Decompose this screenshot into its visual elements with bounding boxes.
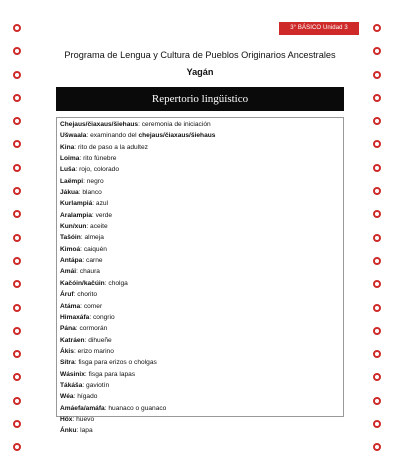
entry-separator: : [86, 223, 91, 231]
vocabulary-entry [60, 266, 343, 277]
vocabulary-entry [60, 312, 343, 323]
entry-definition: huanaco o guanaco [108, 404, 167, 412]
binding-ring-icon [13, 234, 21, 242]
binding-ring-icon [373, 117, 381, 125]
vocabulary-entry [60, 278, 343, 289]
binding-ring-icon [13, 397, 21, 405]
binding-ring-icon [373, 327, 381, 335]
binding-ring-icon [373, 24, 381, 32]
vocabulary-entry [60, 187, 343, 198]
vocabulary-entry [60, 164, 343, 175]
entry-separator: : [73, 291, 78, 299]
binding-ring-icon [13, 373, 21, 381]
vocabulary-entry [60, 142, 343, 153]
binding-ring-icon [373, 350, 381, 358]
binding-ring-icon [373, 140, 381, 148]
section-title: Repertorio lingüístico [56, 87, 344, 111]
vocabulary-entry [60, 255, 343, 266]
binding-ring-icon [13, 350, 21, 358]
vocabulary-entry [60, 323, 343, 334]
entry-term: Katráen [60, 336, 85, 344]
entry-definition: carne [86, 257, 103, 265]
entry-term: Pána [60, 325, 76, 333]
binding-ring-icon [13, 304, 21, 312]
entry-separator: : [73, 347, 78, 355]
people-name: Yagán [186, 67, 214, 77]
entry-term: Aralampia [60, 211, 92, 219]
binding-ring-icon [373, 373, 381, 381]
entry-term: Kačóin/kačúin [60, 279, 105, 287]
vocabulary-entry [60, 153, 343, 164]
entry-separator: : [78, 189, 83, 197]
vocabulary-entry [60, 289, 343, 300]
entry-definition: aceite [90, 223, 108, 231]
entry-definition: comer [83, 302, 103, 310]
entry-separator: : [138, 121, 142, 128]
binding-ring-icon [373, 187, 381, 195]
binding-ring-icon [373, 420, 381, 428]
entry-term: Sítra [60, 359, 75, 367]
entry-separator: : [76, 268, 80, 276]
vocabulary-entry [60, 244, 343, 255]
binding-ring-icon [373, 94, 381, 102]
entry-definition: rito de paso a la adultez [77, 143, 148, 151]
entry-definition: huevo [76, 415, 95, 423]
vocabulary-entry [60, 425, 343, 436]
entry-separator: : [82, 257, 87, 265]
entry-separator: : [80, 302, 84, 310]
entry-separator: : [92, 200, 96, 208]
binding-ring-icon [13, 140, 21, 148]
entry-definition: examinando del [90, 132, 139, 140]
entry-separator: : [79, 155, 84, 163]
binding-ring-icon [13, 94, 21, 102]
entry-separator: : [74, 143, 78, 151]
entry-definition: rito fúnebre [83, 155, 117, 163]
entry-separator: : [91, 211, 96, 219]
entry-definition: ceremonia de iniciación [141, 121, 211, 128]
entry-term: Áruf [60, 291, 74, 299]
entry-separator: : [84, 336, 89, 344]
entry-definition: gaviotín [86, 381, 110, 389]
entry-separator: : [75, 166, 80, 174]
vocabulary-entry [60, 335, 343, 346]
binding-ring-icon [13, 210, 21, 218]
entry-term: Tákáša [60, 381, 83, 389]
entry-separator: : [89, 313, 93, 321]
vocabulary-entry [60, 198, 343, 209]
entry-term: Tašóin [60, 234, 81, 242]
binding-ring-icon [13, 164, 21, 172]
entry-definition: fisga para lapas [88, 370, 136, 378]
binding-ring-icon [373, 210, 381, 218]
entry-separator: : [72, 415, 77, 423]
entry-term: Amáefa/amáfa [60, 404, 105, 412]
vocabulary-entry [60, 357, 343, 368]
vocabulary-entry [60, 130, 343, 141]
entry-term: Jákua [60, 189, 79, 197]
entry-definition: congrio [93, 313, 115, 321]
entry-definition: lapa [80, 427, 93, 435]
binding-ring-icon [13, 280, 21, 288]
entry-term: Himaxáfa [60, 313, 90, 321]
entry-term: Kun/xun [60, 223, 87, 231]
entry-definition: chaura [79, 268, 100, 276]
entry-term: Ušwaala [60, 132, 87, 140]
binding-ring-icon [373, 397, 381, 405]
entry-definition: blanco [82, 189, 102, 197]
vocabulary-entry [60, 232, 343, 243]
entry-term: Wéa [60, 393, 74, 401]
entry-separator: : [73, 393, 78, 401]
vocabulary-entry [60, 119, 343, 130]
vocabulary-entry [60, 403, 343, 414]
vocabulary-entry [60, 221, 343, 232]
binding-ring-icon [13, 257, 21, 265]
entry-definition: fisga para erizos o cholgas [78, 359, 157, 367]
entry-separator: : [74, 359, 79, 367]
entry-definition: caiquén [83, 245, 107, 253]
binding-ring-icon [373, 164, 381, 172]
entry-term: Luša [60, 166, 76, 174]
entry-definition: negro [86, 177, 104, 185]
entry-term: Chejaus/čiaxaus/šiehaus [60, 121, 139, 128]
binding-ring-icon [373, 280, 381, 288]
entry-definition: hígado [77, 393, 98, 401]
entry-definition: verde [95, 211, 113, 219]
binding-ring-icon [13, 187, 21, 195]
entry-definition: almeja [84, 234, 104, 242]
binding-ring-icon [13, 24, 21, 32]
binding-ring-icon [373, 234, 381, 242]
vocabulary-entry [60, 369, 343, 380]
entry-term: Loima [60, 155, 80, 163]
grade-unit-badge: 3° BÁSICO Unidad 3 [279, 22, 359, 35]
binding-ring-icon [373, 304, 381, 312]
entry-separator: : [104, 279, 109, 287]
entry-separator: : [83, 177, 87, 185]
binding-ring-icon [13, 117, 21, 125]
vocabulary-entry [60, 210, 343, 221]
entry-definition: chorito [77, 291, 98, 299]
entry-separator: : [84, 370, 89, 378]
vocabulary-entry [60, 176, 343, 187]
vocabulary-entry [60, 391, 343, 402]
binding-ring-icon [373, 443, 381, 451]
entry-definition: cormorán [79, 325, 108, 333]
entry-term: Wásinix [60, 370, 85, 378]
entry-separator: : [80, 245, 84, 253]
entry-term: Kurlampiá [60, 200, 93, 208]
entry-term: Amái [60, 268, 77, 276]
binding-ring-icon [13, 420, 21, 428]
entry-definition: rojo, colorado [79, 166, 120, 174]
entry-definition: azul [95, 200, 109, 208]
binding-ring-icon [13, 327, 21, 335]
entry-definition: cholga [108, 279, 128, 287]
entry-term: Kina [60, 143, 75, 151]
program-title: Programa de Lengua y Cultura de Pueblos Originarios Ancestrales [64, 50, 336, 60]
vocabulary-table [56, 117, 344, 435]
vocabulary-entry [60, 346, 343, 357]
vocabulary-entry [60, 414, 343, 425]
entry-definition: erizo marino [77, 347, 114, 355]
binding-ring-icon [13, 443, 21, 451]
entry-term-reference: chejaus/čiaxaus/šiehaus [138, 132, 216, 140]
vocabulary-entry [60, 380, 343, 391]
entry-separator: : [80, 234, 85, 242]
binding-ring-icon [373, 257, 381, 265]
entry-term: Kimoá [60, 245, 81, 253]
right-binding-marks [373, 24, 381, 467]
entry-definition: dihueñe [88, 336, 112, 344]
entry-separator: : [75, 325, 80, 333]
entry-term: Atáma [60, 302, 81, 310]
entry-separator: : [82, 381, 87, 389]
entry-term: Höx [60, 415, 73, 423]
entry-separator: : [76, 427, 81, 435]
vocabulary-entry [60, 301, 343, 312]
entry-term: Ánku [60, 427, 77, 435]
entry-term: Ákis [60, 347, 74, 355]
left-binding-marks [13, 24, 21, 467]
entry-separator: : [86, 132, 91, 140]
entry-term: Laëmpi [60, 177, 84, 185]
entry-separator: : [104, 404, 109, 412]
entry-term: Antápa [60, 257, 83, 265]
